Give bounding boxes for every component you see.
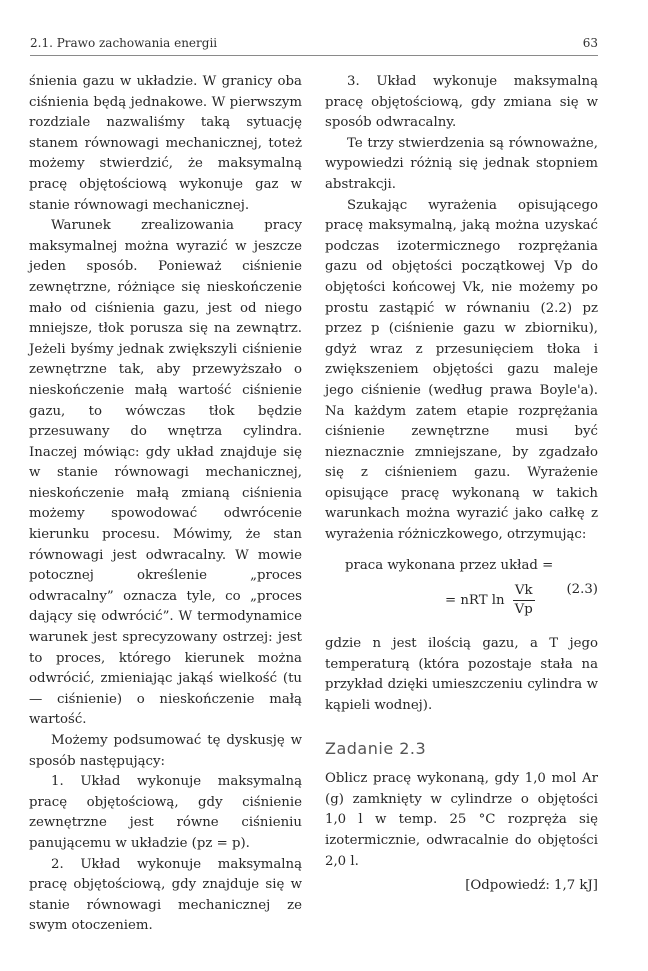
list-item: 3. Układ wykonuje maksymalną pracę objętościową, gdy zmiana się w sposób odwracalny. [325,74,598,131]
exercise-title: Zadanie 2.3 [325,738,427,758]
paragraph: Te trzy stwierdzenia są równoważne, wypowiedzi różnią się jednak stopniem abstrakcji. [325,135,598,192]
equation-lhs: praca wykonana przez układ = [345,557,554,573]
exercise-text: Oblicz pracę wykonaną, gdy 1,0 mol Ar (g) zamknięty w cylindrze o objętości 1,0 l w temp. 25 °C rozpręża się izotermicznie, odwracalnie do objętości 2,0 l. [325,771,598,869]
equation-fraction [513,582,535,619]
list-item: 2. Układ wykonuje maksymalną pracę objętościową, gdy znajduje się w stanie równowagi mechanicznej ze swym otoczeniem. [29,856,302,934]
paragraph: gdzie n jest ilością gazu, a T jego temperaturą (która pozostaje stała na przykład dzięki umieszczeniu cylindra w kąpieli wodnej). [325,636,598,714]
header-rule [30,55,598,56]
fraction-numerator: Vk [513,582,535,601]
list-item: 1. Układ wykonuje maksymalną pracę objętościową, gdy ciśnienie zewnętrzne jest równe ciśnieniu panującemu w układzie (pz = p). [29,774,302,851]
equation-number: (2.3) [566,582,598,598]
left-column [29,72,302,937]
paragraph: Szukając wyrażenia opisującego pracę maksymalną, jaką można uzyskać podczas izotermicznego rozprężania gazu od objętości początkowej Vp do objętości końcowej Vk, nie możemy po prostu zastąpić w równaniu (2.2) pz przez p (ciśnienie gazu w zbiorniku), gdyż wraz z przesunięciem tłoka i zwiększeniem objętości gazu maleje jego ciśnienie (według prawa Boyle'a). Na każdym zatem etapie rozprężania ciśnienie zewnętrzne musi być nieznacznie zmniejszane, by zgadzało się z ciśnieniem gazu. Wyrażenie opisujące pracę wykonaną w takich warunkach można wyrazić jako całkę z wyrażenia różniczkowego, otrzymując: [325,197,598,543]
right-column [325,72,598,897]
fraction-denominator: Vp [514,602,533,618]
section-title: 2.1. Prawo zachowania energii [30,36,218,50]
exercise-answer: [Odpowiedź: 1,7 kJ] [465,878,598,894]
equation-rhs-text: = nRT ln [445,593,505,609]
paragraph: śnienia gazu w układzie. W granicy oba ciśnienia będą jednakowe. W pierwszym rozdziale nazwaliśmy taką sytuację stanem równowagi mechanicznej, toteż możemy stwierdzić, że maksymalną pracę objętościową wykonuje gaz w stanie równowagi mechanicznej. [29,74,302,213]
paragraph: Możemy podsumować tę dyskusję w sposób następujący: [29,733,302,769]
equation [325,556,598,623]
paragraph: Warunek zrealizowania pracy maksymalnej można wyrazić w jeszcze jeden sposób. Ponieważ ciśnienie zewnętrzne, różniące się nieskończenie mało od ciśnienia gazu, jest od niego mniejsze, tłok porusza się na zewnątrz. Jeżeli byśmy jednak zwiększyli ciśnienie zewnętrzne tak, aby przewyższało o nieskończenie małą wartość ciśnienie gazu, to wówczas tłok będzie przesuwany do wnętrza cylindra. Inaczej mówiąc: gdy układ znajduje się w stanie równowagi mechanicznej, nieskończenie małą zmianą ciśnienia możemy spowodować odwrócenie kierunku procesu. Mówimy, że stan równowagi jest odwracalny. W mowie potocznej określenie „proces odwracalny” oznacza tyle, co „proces dający się odwrócić”. W termodynamice warunek jest sprecyzowany ostrzej: jest to proces, którego kierunek można odwrócić, zmieniając jakąś wielkość (tu — ciśnienie) o nieskończenie małą wartość. [29,218,302,728]
equation-rhs [445,582,535,619]
page-number: 63 [582,36,598,50]
